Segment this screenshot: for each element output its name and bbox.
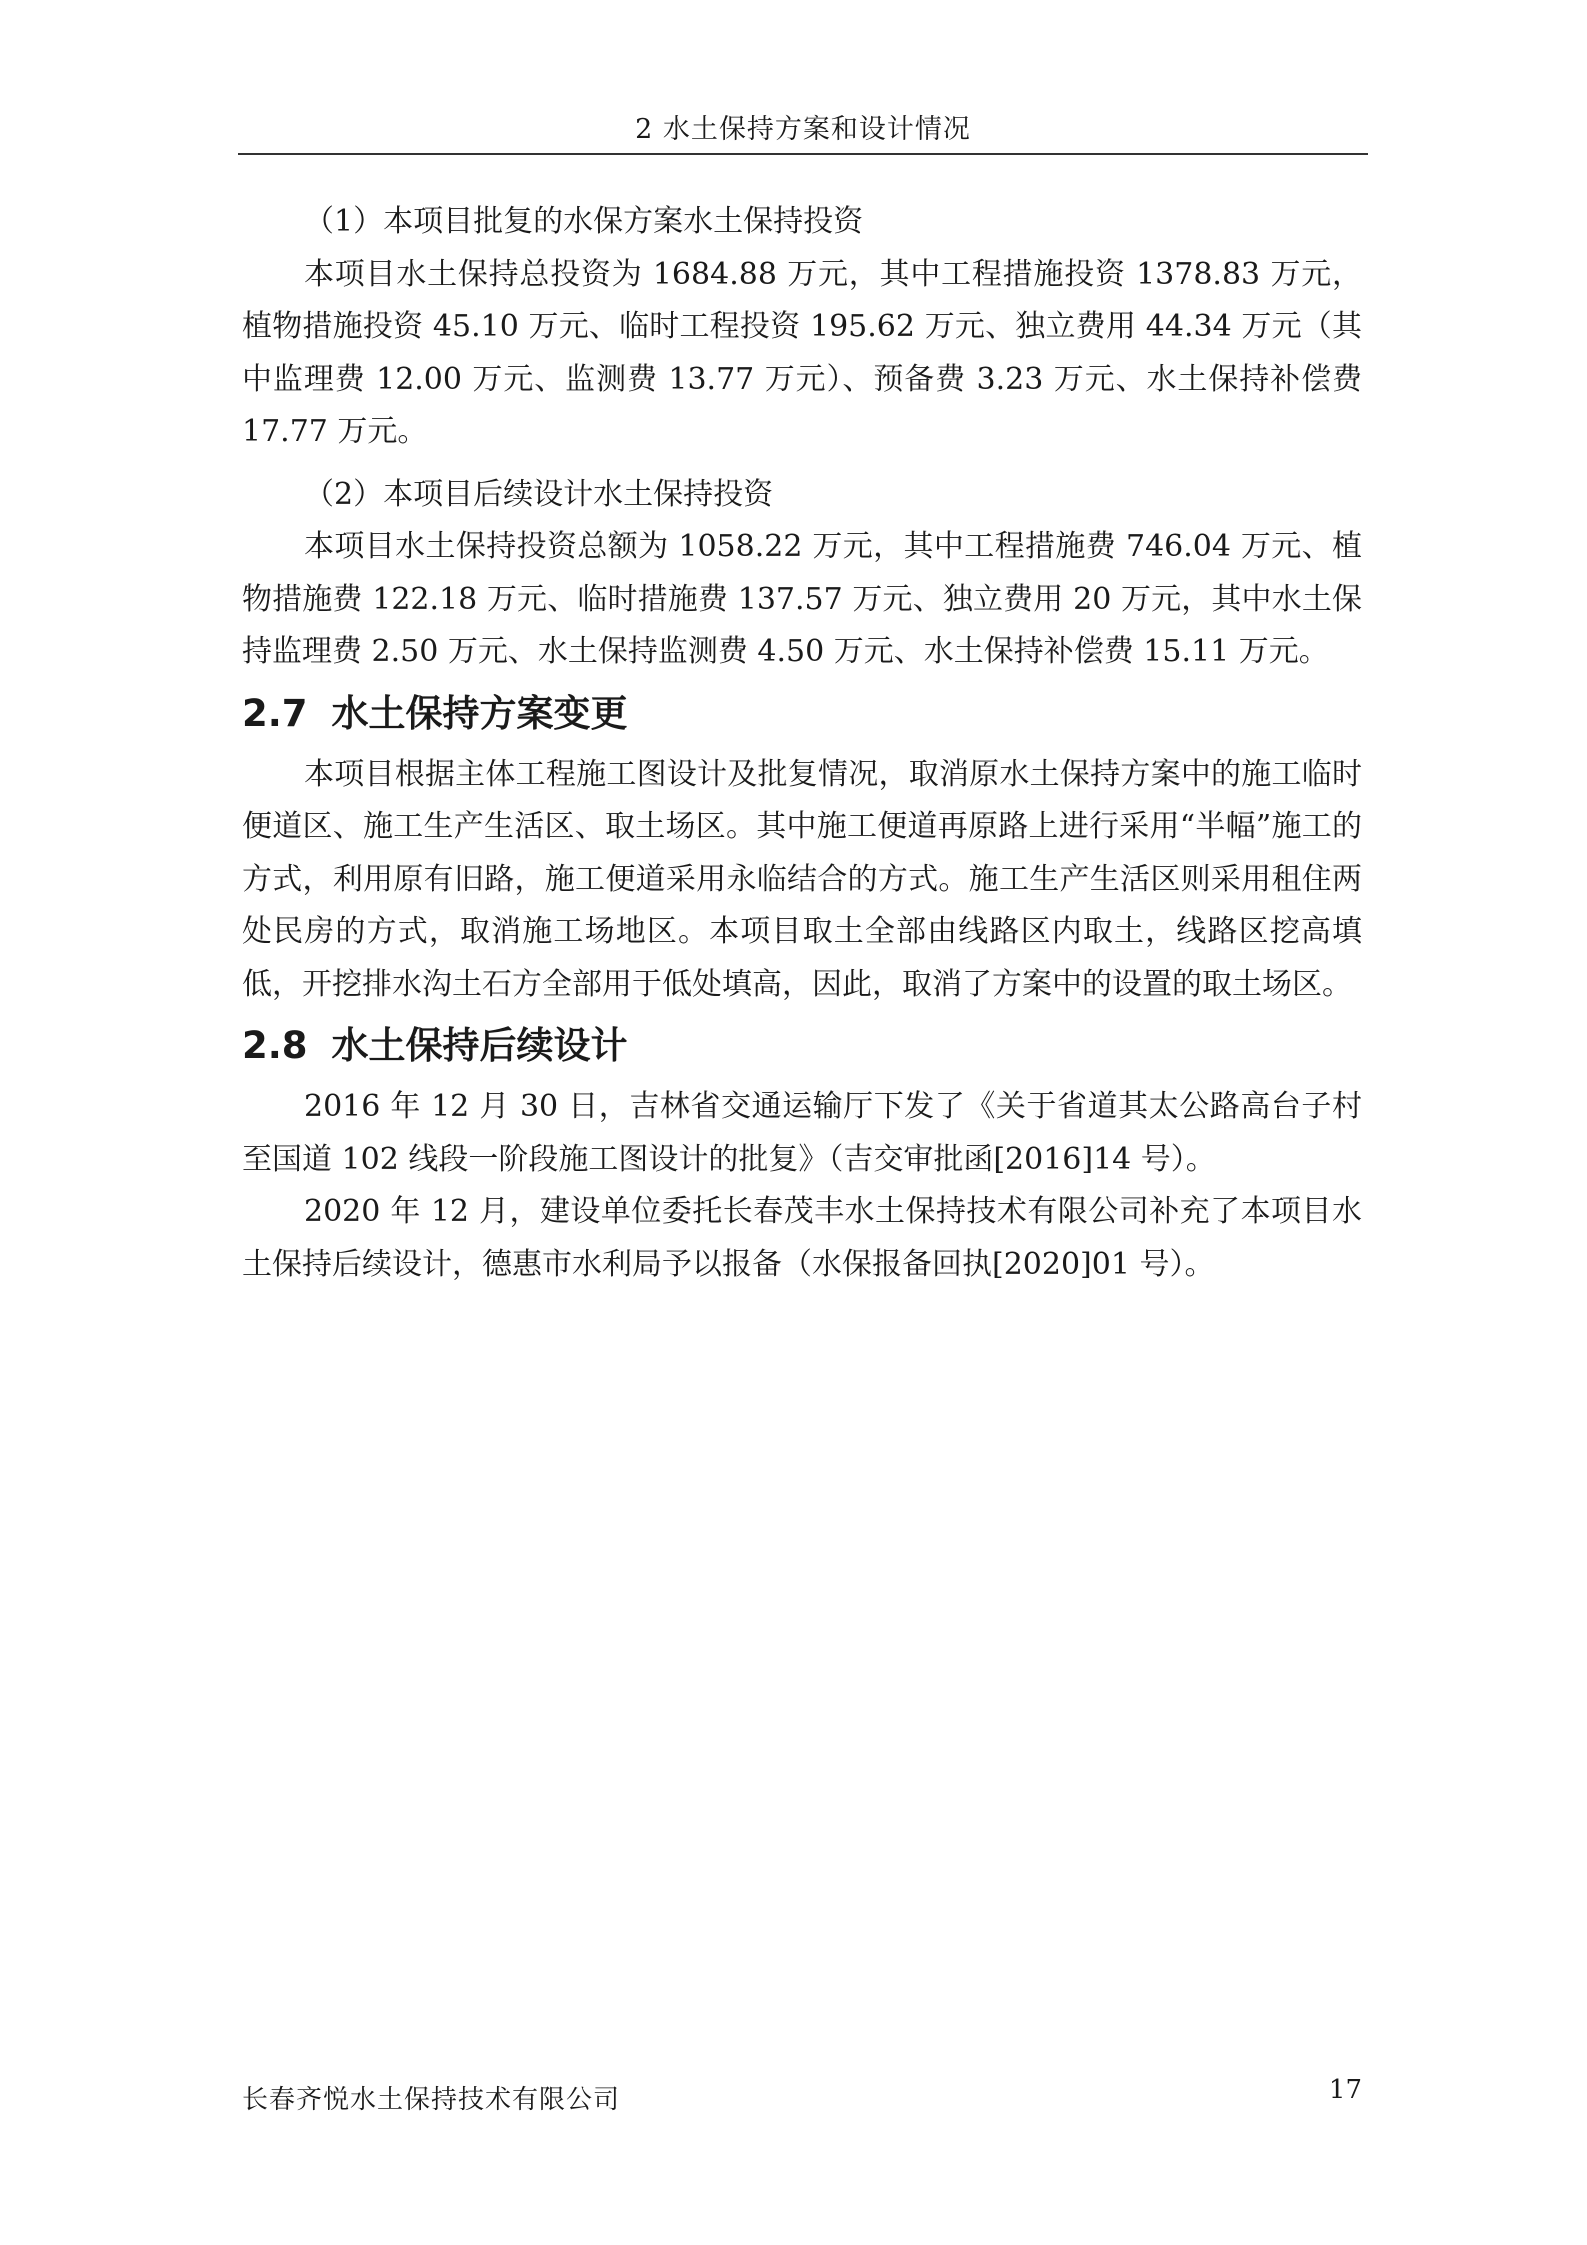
section-heading-2-7	[242, 689, 1362, 739]
paragraph-plan-changes: 本项目根据主体工程施工图设计及批复情况，取消原水土保持方案中的施工临时便道区、施工生产生活区、取土场区。其中施工便道再原路上进行采用“半幅”施工的方式，利用原有旧路，施工便道采用永临结合的方式。施工生产生活区则采用租住两处民房的方式，取消施工场地区。本项目取土全部由线路区内取土，线路区挖高填低，开挖排水沟土石方全部用于低处填高，因此，取消了方案中的设置的取土场区。	[242, 756, 1362, 1002]
page-footer	[242, 2075, 1362, 2122]
paragraph-approved-investment: 本项目水土保持总投资为 1684.88 万元，其中工程措施投资 1378.83 万元，植物措施投资 45.10 万元、临时工程投资 195.62 万元、独立费用 44.34 万元（其中监理费 12.00 万元、监测费 13.77 万元）、预备费 3.23 万元、水土保持补偿费 17.77 万元。	[242, 256, 1362, 449]
section-number: 2.8	[242, 1024, 308, 1067]
section-heading-2-8	[242, 1021, 1362, 1071]
running-header: 2 水土保持方案和设计情况	[635, 114, 971, 145]
footer-company-name: 长春齐悦水土保持技术有限公司	[242, 2085, 621, 2115]
paragraph-followup-investment: 本项目水土保持投资总额为 1058.22 万元，其中工程措施费 746.04 万元、植物措施费 122.18 万元、临时措施费 137.57 万元、独立费用 20 万元，其中水土保持监理费 2.50 万元、水土保持监测费 4.50 万元、水土保持补偿费 15.11 万元。	[242, 529, 1362, 669]
section-title: 水土保持方案变更	[331, 691, 628, 735]
header-divider	[238, 153, 1368, 155]
section-number: 2.7	[242, 691, 308, 735]
subheading-approved-investment: （1）本项目批复的水保方案水土保持投资	[304, 204, 864, 239]
page-number: 17	[1328, 2075, 1362, 2105]
paragraph-approval-2016: 2016 年 12 月 30 日，吉林省交通运输厅下发了《关于省道其太公路高台子村至国道 102 线段一阶段施工图设计的批复》（吉交审批函[2016]14 号）。	[242, 1089, 1362, 1177]
subheading-followup-investment: （2）本项目后续设计水土保持投资	[304, 476, 774, 512]
page-body	[242, 196, 1362, 1291]
paragraph-filing-2020: 2020 年 12 月，建设单位委托长春茂丰水土保持技术有限公司补充了本项目水土保持后续设计，德惠市水利局予以报备（水保报备回执[2020]01 号）。	[242, 1194, 1362, 1282]
section-title: 水土保持后续设计	[331, 1024, 628, 1067]
